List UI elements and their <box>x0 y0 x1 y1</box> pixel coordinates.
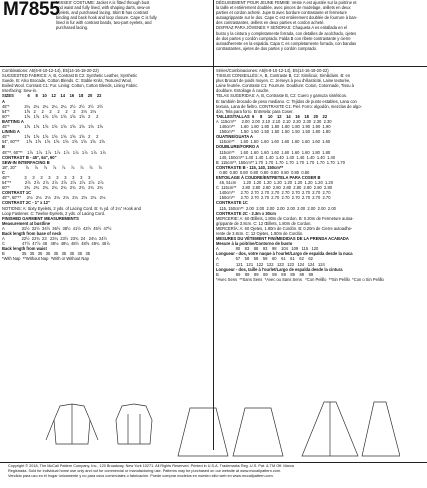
nap-legend: *Avec Sens **Sans Sens *Avec ou Sans Sens *Con Pelillo **Sin Pelillo *Con o Sin Pelillo <box>216 276 384 282</box>
yardage-section: ENTOILAGE À COUDRE/ENTRETELA PARA COSER B <box>216 174 321 180</box>
footer-usage: Registrada. Sold for individual home use only and not for commercial or manufacturing use. Patterns may be purchased on our website at www.mccallpattern.com. <box>8 469 282 473</box>
fabric-line: plus Brocart de poids moyen. C: Jerseys à peu d'élasticité, Laine texturée, <box>216 78 351 84</box>
fabric-line: textura, Lana de fieltro. CONTRASTE C1: Piel. Forro: algodón, mezclas de algo- <box>216 103 362 109</box>
measurement-label: Longueur - dos, taille à l'ourlet/Largo de espalda desde la cintura <box>216 266 343 272</box>
yardage-row: B 115cm**, 150cm** 1.70 1.70 1.70 1.70 1.70 1.70 1.70 1.70 1.70 <box>216 159 345 165</box>
measurement-row: C 121 121 122 122 123 123 124 124 124 <box>216 261 325 267</box>
yardage-row: 140, 150cm** 1.40 1.40 1.40 1.40 1.40 1.40 1.40 1.40 1.40 <box>216 154 336 160</box>
footer-copyright: Copyright © 2018, The McCall Pattern Company, Inc., 120 Broadway, New York 10271. All Rights Reserved. Printed in U.S.A. Trademarks Reg. U.S. Pat. & TM Off. Marca <box>8 464 294 468</box>
combinations-line: Séries/Combinaciones: A5(6-8-10-12-14), E5(14-16-18-20-22) <box>216 68 329 73</box>
measurement-row: A 31½ 32½ 34½ 36½ 38½ 41½ 43½ 45½ 47½ <box>2 225 112 231</box>
measurement-row: A 57 58 58 59 60 61 61 62 62 <box>216 256 313 262</box>
header-en-line: MISSES' COSTUME: Jacket A is fitted through bust <box>56 0 150 5</box>
header-fr-line: parties et cordon acheté. Jupe B avec bordure contrastante et fermeture <box>216 10 347 16</box>
header-french-spanish <box>216 0 426 51</box>
yardage-row: 54"** 2⅞ 2⅞ 2⅞ 2⅞ 2⅞ 2⅞ 2⅞ 2⅞ 2⅞ <box>2 180 104 186</box>
yardage-section: B <box>2 144 5 150</box>
yardage-row: 54"* 1⅝ 2 2 2 2 2 2 2⅛ 2⅛ <box>2 108 97 114</box>
jacket-front-sketch <box>46 404 98 444</box>
cape-sketch <box>302 402 358 456</box>
yardage-row: 54", 60"** 1⅝ 1⅝ 1⅝ 1⅝ 1⅝ 1⅝ 1⅝ 1⅝ 1⅝ <box>2 139 105 145</box>
fabric-line: SUGGESTED FABRICS: A, B, Contrast B C2: Synthetic Leather, Synthetic <box>2 73 138 79</box>
yardage-section: SEW-IN INTERFACING B <box>2 159 50 165</box>
header-fr-line: DÉGUISEMENT POUR JEUNE FEMME: Veste A est ajustée sur la poitrine et <box>216 0 357 5</box>
fabric-line: Interfacing: Sew-in. <box>2 88 38 94</box>
header-en-line: eyelets, and purchased lacing. Skirt B has contrast <box>56 10 148 16</box>
header-fr-line: des contrastantes, œillets en deux parties et cordon acheté. <box>216 20 325 26</box>
measurements-title: MESURES DU VÊTEMENT FINI/MEDIDAS DE LA PRENDA ACABADA <box>216 236 349 242</box>
sizes-header: TAILLES/TALLAS 6 8 10 12 14 16 18 20 22 <box>216 113 328 119</box>
jacket-back-sketch <box>116 404 152 444</box>
yardage-row: 45"**, 60"** 1⅞ 1⅞ 1⅞ 1⅞ 1⅞ 1⅞ 1⅞ 1⅞ 1⅞ <box>2 149 106 155</box>
header-fr-line: autoagrippante sur le dos. Cape C est entièrement doublée de fourrure à ban- <box>216 15 358 21</box>
yardage-row: A 115cm** 2.00 2.00 2.10 2.10 2.10 2.20 2.30 2.30 2.30 <box>216 118 332 124</box>
measurements-title: FINISHED GARMENT MEASUREMENTS <box>2 215 79 221</box>
fabric-line: Suede. B: Also Brocade, Cotton Blends. C: Stable Knits, Textured Wool, <box>2 78 133 84</box>
measurement-row: B 89 89 89 89 89 89 89 89 89 <box>216 271 314 277</box>
measurement-row: A 22½ 22¾ 23 23¼ 23½ 23¾ 24 24¼ 24½ <box>2 236 107 242</box>
yardage-section: DOUBLURE/FORRO A <box>216 144 260 150</box>
yardage-row: 45"* 2¼ 2¼ 2¼ 2¼ 2¼ 2½ 2½ 2½ 2½ <box>2 103 103 109</box>
combinations-line: Combinations: A5(6-8-10-12-14), E5(14-16-18-20-22) <box>2 68 99 73</box>
fabric-line: TISSUS CONSEILLÉS: A, B, Contraste B, C2: Similicuir, Similidaim. B: en <box>216 73 350 79</box>
yardage-section: CONTRAST B - 45", 54", 60" <box>2 154 57 160</box>
yardage-row: 140cm** 1.60 1.80 1.80 1.80 1.80 1.80 1.90 1.90 1.90 <box>216 124 331 130</box>
header-english <box>56 0 212 31</box>
measurement-label: Back length from base of neck <box>2 231 62 236</box>
fabric-line: TELAS SUGERIDAS: A, B, Contraste B, C2: Cuero y gamuza sintéticos. <box>216 93 348 99</box>
yardage-row: C 115cm** 2.80 2.80 2.80 2.80 2.80 2.80 2.80 2.80 2.80 <box>216 185 332 191</box>
header-en-line: and waist and fully lined, with shaping darts, sew-on <box>56 5 151 11</box>
notions-line: grippante de 3.8cm. C: 12 Œillets, 1.80m de Cordon. <box>216 220 312 226</box>
header-en-line: binding and back hook and loop closure. Cape C is fully <box>56 15 157 21</box>
yardage-row: 140cm** 2.70 2.70 2.70 2.70 2.70 2.70 2.70 2.70 2.70 <box>216 190 331 196</box>
yardage-section: A <box>2 98 5 104</box>
yardage-row: 45"* 1⅝ 1⅝ 1⅝ 1⅝ 1⅝ 1⅝ 1⅝ 1⅝ 1⅝ <box>2 124 103 130</box>
measurement-row: C 47½ 47⅞ 48 48⅛ 48¼ 48½ 48⅝ 48¾ 48⅞ <box>2 241 110 247</box>
header-es-line: DISFRAZ PARA JÓVENES Y SEÑORAS: Chaqueta A es entallada en el <box>216 25 348 31</box>
yardage-row: 0.80 0.80 0.80 0.80 0.80 0.80 0.80 0.80 0.80 <box>216 169 310 175</box>
yardage-section: CONTRASTE 2C - 2.3m x 30cm <box>216 210 276 216</box>
measurement-label: Longueur - dos, votre nuque à l'ourlet/Largo de espalda desde la nuca <box>216 251 353 257</box>
notions-line: Loop Fastener. C: Twelve Eyelets, 2 yds. of Lacing Cord. <box>2 210 106 216</box>
skirt-back-sketch <box>233 408 283 456</box>
notions-line: MERCERÍA: A: 60 Ojetes, 1.80m de Cordón. B: 0.20m de Cierre autoadhe- <box>216 225 353 231</box>
sizes-header: SIZES 6 8 10 12 14 16 18 20 22 <box>2 93 102 99</box>
header-en-line: purchased lacing. <box>56 25 89 31</box>
yardage-row: 60"* 2¾ 2¾ 2¾ 2¾ 2¾ 2¾ 2¾ 2¾ 2¾ <box>2 185 103 191</box>
footer-divider <box>0 462 427 463</box>
yardage-section: CONTRAST 2C - 1" x 12" <box>2 200 51 206</box>
yardage-row: 115, 150cm** 2.00 2.00 2.00 2.00 2.00 2.00 2.00 2.00 2.00 <box>216 205 336 211</box>
yardage-section: CONTRAST 1C <box>2 190 32 196</box>
nap-legend: *With Nap **Without Nap *With or Without Nap <box>2 256 89 262</box>
yardage-row: 150cm** 2.70 2.70 2.70 2.70 2.70 2.70 2.70 2.70 2.70 <box>216 195 331 201</box>
skirt-sketch <box>178 408 228 456</box>
yardage-section: CONTRASTE B - 115, 140, 150cm** <box>216 164 284 170</box>
fabric-line: doublure. Entoilage à coudre. <box>216 88 270 94</box>
yardage-section: LINING A <box>2 129 20 135</box>
header-fr-line: la taille et entièrement doublée, avec pinces de modelage, œillets en deux <box>216 5 351 11</box>
yardage-row: 115cm** 1.60 1.60 1.60 1.60 1.60 1.60 1.60 1.80 1.80 <box>216 149 331 155</box>
header-es-line: contrastantes, ojetes de dos partes y cordón comprado. <box>216 45 318 51</box>
notions-line: rente de 3.8cm. C: 12 Ojetes, 1.90m de Cordón. <box>216 231 304 236</box>
notions-line: NOTIONS: A: Sixty Eyelets, 2 yds. of Lacing Cord. B: ¾ yd. of 1¼" Hook and <box>2 205 141 211</box>
header-es-line: de dos partes y cordón comprado. Falda B con ribete contrastante y cierre <box>216 35 351 41</box>
yardage-row: 18", 20" ⅞ ⅞ ⅞ ⅞ ⅞ ⅞ ⅞ ⅞ ⅞ <box>2 164 102 170</box>
right-column <box>216 68 426 282</box>
header-en-line: lined in fur with contrast bands, two-part eyelets, and <box>56 20 152 26</box>
footer-usage-es: Vendido para uso en el hogar únicamente y no para usos comerciales o fabricación. Puede comprar modelos en nuestro sitio web en www.mccallpattern.com. <box>8 474 274 478</box>
fabric-line: dón, Tela para forro. Entretela: para Coser. <box>216 108 294 114</box>
yardage-section: C <box>2 169 5 175</box>
yardage-section: OUATINE/GUATA A <box>216 134 253 140</box>
yardage-section: CONTRASTE 1C <box>216 200 248 206</box>
yardage-row: 45"* 1⅝ 1⅝ 1⅝ 1⅝ 1⅝ 1⅝ 1⅝ 2 2 <box>2 134 99 140</box>
column-divider <box>213 0 214 450</box>
header-es-line: autoadherente en la espalda. Capa C es completamente forrada, con bandas <box>216 40 357 46</box>
measurement-label: Measurement at bustline <box>2 220 50 226</box>
measurement-label: Back length from waist <box>2 246 47 252</box>
cape-back-sketch <box>362 402 400 456</box>
measurement-row: A 80 83 88 93 98 104 109 115 120 <box>216 246 319 252</box>
yardage-row: 115cm** 1.60 1.60 1.60 1.60 1.60 1.60 1.60 1.60 1.60 <box>216 139 331 145</box>
notions-line: MERCERIE: A: 60 Œillets, 1.80m de Cordon. B: 0.20m de Fermeture autoa- <box>216 215 354 221</box>
measurement-row: B 35 35 35 35 35 35 35 35 35 <box>2 251 91 257</box>
yardage-row: 45"*, 60"** 2⅛ 2⅛ 2⅛ 2⅛ 2⅛ 2⅛ 2⅛ 2⅛ 2⅛ <box>2 195 106 201</box>
fabric-line: Laine feutrée. Contraste C1: Fourrure. Doublure: Coton, Cotonnade, Tissu à <box>216 83 354 89</box>
left-column <box>2 68 212 262</box>
garment-sketches <box>40 400 400 458</box>
yardage-row: 150cm** 1.50 1.50 1.50 1.50 1.50 1.50 1.50 1.80 1.80 <box>216 129 331 135</box>
pattern-code: M7855 <box>3 0 60 20</box>
fabric-line: Boiled Wool. Contrast C1: Fur. Lining: Cotton, Cotton Blends, Lining Fabric. <box>2 83 139 89</box>
yardage-row: 46, 51cm 1.20 1.20 1.20 1.20 1.20 1.20 1.20 1.20 1.20 <box>216 180 333 186</box>
yardage-section: BATTING A <box>2 118 24 124</box>
yardage-row: 60"* 1⅝ 1⅝ 1⅝ 1⅝ 1⅝ 1⅝ 1⅝ 2 2 <box>2 113 99 119</box>
measurement-label: Mesure à la poitrine/Contorno de busto <box>216 241 293 247</box>
fabric-line: B: también brocado de peso mediano. C: Tejidos de punto estables, Lana con <box>216 98 357 104</box>
header-es-line: busto y la cintura y completamente forrada, con detalles de acolchado, ojetes <box>216 30 357 36</box>
yardage-row: 45"* 3 3 3 3 3 3 3 3 3 <box>2 174 91 180</box>
